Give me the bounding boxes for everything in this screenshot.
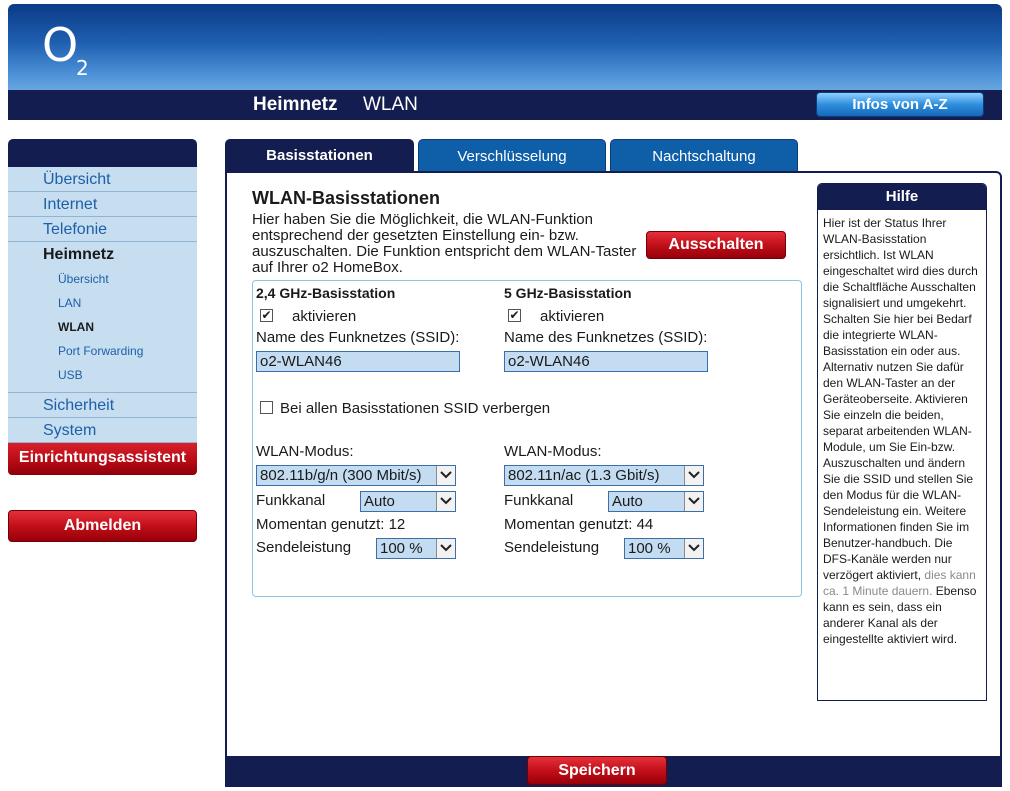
station-24-mode-label: WLAN-Modus:: [256, 443, 354, 460]
station-5-mode-label: WLAN-Modus:: [504, 443, 602, 460]
sidebar-subitem-wlan[interactable]: WLAN: [58, 320, 94, 334]
station-5-activate-checkbox[interactable]: ✔: [509, 308, 520, 322]
save-button[interactable]: Speichern: [527, 756, 667, 785]
help-text: Hier ist der Status Ihrer WLAN-Basisstation ersichtlich. Ist WLAN eingeschaltet wird dies durch die Schaltfläche Ausschalten signalisiert und umgekehrt. Schalten Sie hier bei Bedarf die integrierte WLAN-Basisstation ein oder aus. Alternativ nutzen Sie dafür den WLAN-Taster an der Geräteoberseite. Aktivieren Sie einzeln die beiden, separat arbeitenden WLAN-Module, um Sie Ein-bzw. Auszuschalten und ändern Sie die SSID und stellen Sie den Modus für die WLAN-Sendeleistung ein. Weitere Informationen finden Sie im Benutzer-handbuch. Die DFS-Kanäle werden nur verzögert aktiviert, dies kann ca. 1 Minute dauern. Ebenso kann es sein, dass ein anderer Kanal als der eingestellte aktiviert wird.: [823, 216, 978, 646]
breadcrumb-page: WLAN: [363, 94, 418, 115]
chevron-down-icon: [684, 492, 703, 511]
station-5-activate-label: aktivieren: [540, 308, 605, 325]
station-5-current-channel: Momentan genutzt: 44: [504, 516, 654, 533]
station-5-channel-select[interactable]: Auto: [608, 491, 704, 512]
station-5-power-label: Sendeleistung: [504, 539, 600, 556]
station-5-channel-label: Funkkanal: [504, 492, 574, 509]
infos-a-z-button[interactable]: Infos von A-Z: [816, 92, 984, 117]
sidebar-item-heimnetz[interactable]: Heimnetz: [8, 242, 197, 267]
station-5-mode-select[interactable]: 802.11n/ac (1.3 Gbit/s): [504, 465, 704, 486]
station-24-power-select[interactable]: 100 %: [376, 538, 456, 559]
sidebar-item-uebersicht[interactable]: Übersicht: [8, 167, 197, 192]
station-24-mode-select[interactable]: 802.11b/g/n (300 Mbit/s): [256, 465, 456, 486]
station-24-channel-select[interactable]: Auto: [360, 491, 456, 512]
sidebar-subitem-port-forwarding[interactable]: Port Forwarding: [58, 344, 144, 358]
station-5-heading: 5 GHz-Basisstation: [504, 285, 632, 301]
page-title: WLAN-Basisstationen: [252, 188, 441, 208]
sidebar-subitem-lan[interactable]: LAN: [58, 296, 82, 310]
chevron-down-icon: [684, 466, 703, 485]
sidebar-item-system[interactable]: System: [8, 418, 197, 443]
station-24-power-label: Sendeleistung: [256, 539, 352, 556]
sidebar: [8, 139, 197, 475]
tab-nachtschaltung[interactable]: Nachtschaltung: [610, 139, 798, 172]
station-5-ssid-label: Name des Funknetzes (SSID):: [504, 329, 708, 346]
chevron-down-icon: [436, 492, 455, 511]
header-banner: [8, 4, 1002, 90]
sidebar-header: [8, 139, 197, 167]
tab-basisstationen[interactable]: Basisstationen: [225, 139, 414, 172]
chevron-down-icon: [436, 539, 455, 558]
station-5-power-select[interactable]: 100 %: [624, 538, 704, 559]
station-24-heading: 2,4 GHz-Basisstation: [256, 285, 396, 301]
o2-logo: O 2: [42, 18, 89, 80]
header-bar: [8, 90, 1002, 120]
station-5-ssid-input[interactable]: o2-WLAN46: [504, 351, 708, 372]
sidebar-subitem-uebersicht[interactable]: Übersicht: [58, 272, 109, 286]
ausschalten-button[interactable]: Ausschalten: [646, 231, 786, 259]
sidebar-subitem-usb[interactable]: USB: [58, 368, 83, 382]
hide-ssid-label: Bei allen Basisstationen SSID verbergen: [280, 400, 551, 417]
sidebar-item-internet[interactable]: Internet: [8, 192, 197, 217]
sidebar-item-einrichtungsassistent[interactable]: Einrichtungsassistent: [8, 443, 197, 475]
station-24-current-channel: Momentan genutzt: 12: [256, 516, 406, 533]
intro-text: Hier haben Sie die Möglichkeit, die WLAN-Funktion entsprechend der gesetzten Einstellung ein- bzw. auszuschalten. Die Funktion entspricht dem WLAN-Taster auf Ihrer o2 HomeBox.: [252, 211, 637, 276]
tab-verschluesselung[interactable]: Verschlüsselung: [418, 139, 606, 172]
header: [8, 4, 1002, 120]
breadcrumb-section: Heimnetz: [253, 94, 338, 115]
hide-ssid-checkbox[interactable]: [260, 401, 273, 414]
help-panel: [817, 183, 987, 701]
station-24-ssid-input[interactable]: o2-WLAN46: [256, 351, 460, 372]
help-title: Hilfe: [818, 184, 986, 210]
sidebar-subnav: [8, 267, 197, 393]
logout-button[interactable]: Abmelden: [8, 510, 197, 542]
station-24-channel-label: Funkkanal: [256, 492, 326, 509]
station-24-ssid-label: Name des Funknetzes (SSID):: [256, 329, 460, 346]
station-24-activate-label: aktivieren: [292, 308, 357, 325]
sidebar-item-sicherheit[interactable]: Sicherheit: [8, 393, 197, 418]
chevron-down-icon: [436, 466, 455, 485]
station-24-activate-checkbox[interactable]: ✔: [261, 308, 272, 322]
chevron-down-icon: [684, 539, 703, 558]
sidebar-item-telefonie[interactable]: Telefonie: [8, 217, 197, 242]
